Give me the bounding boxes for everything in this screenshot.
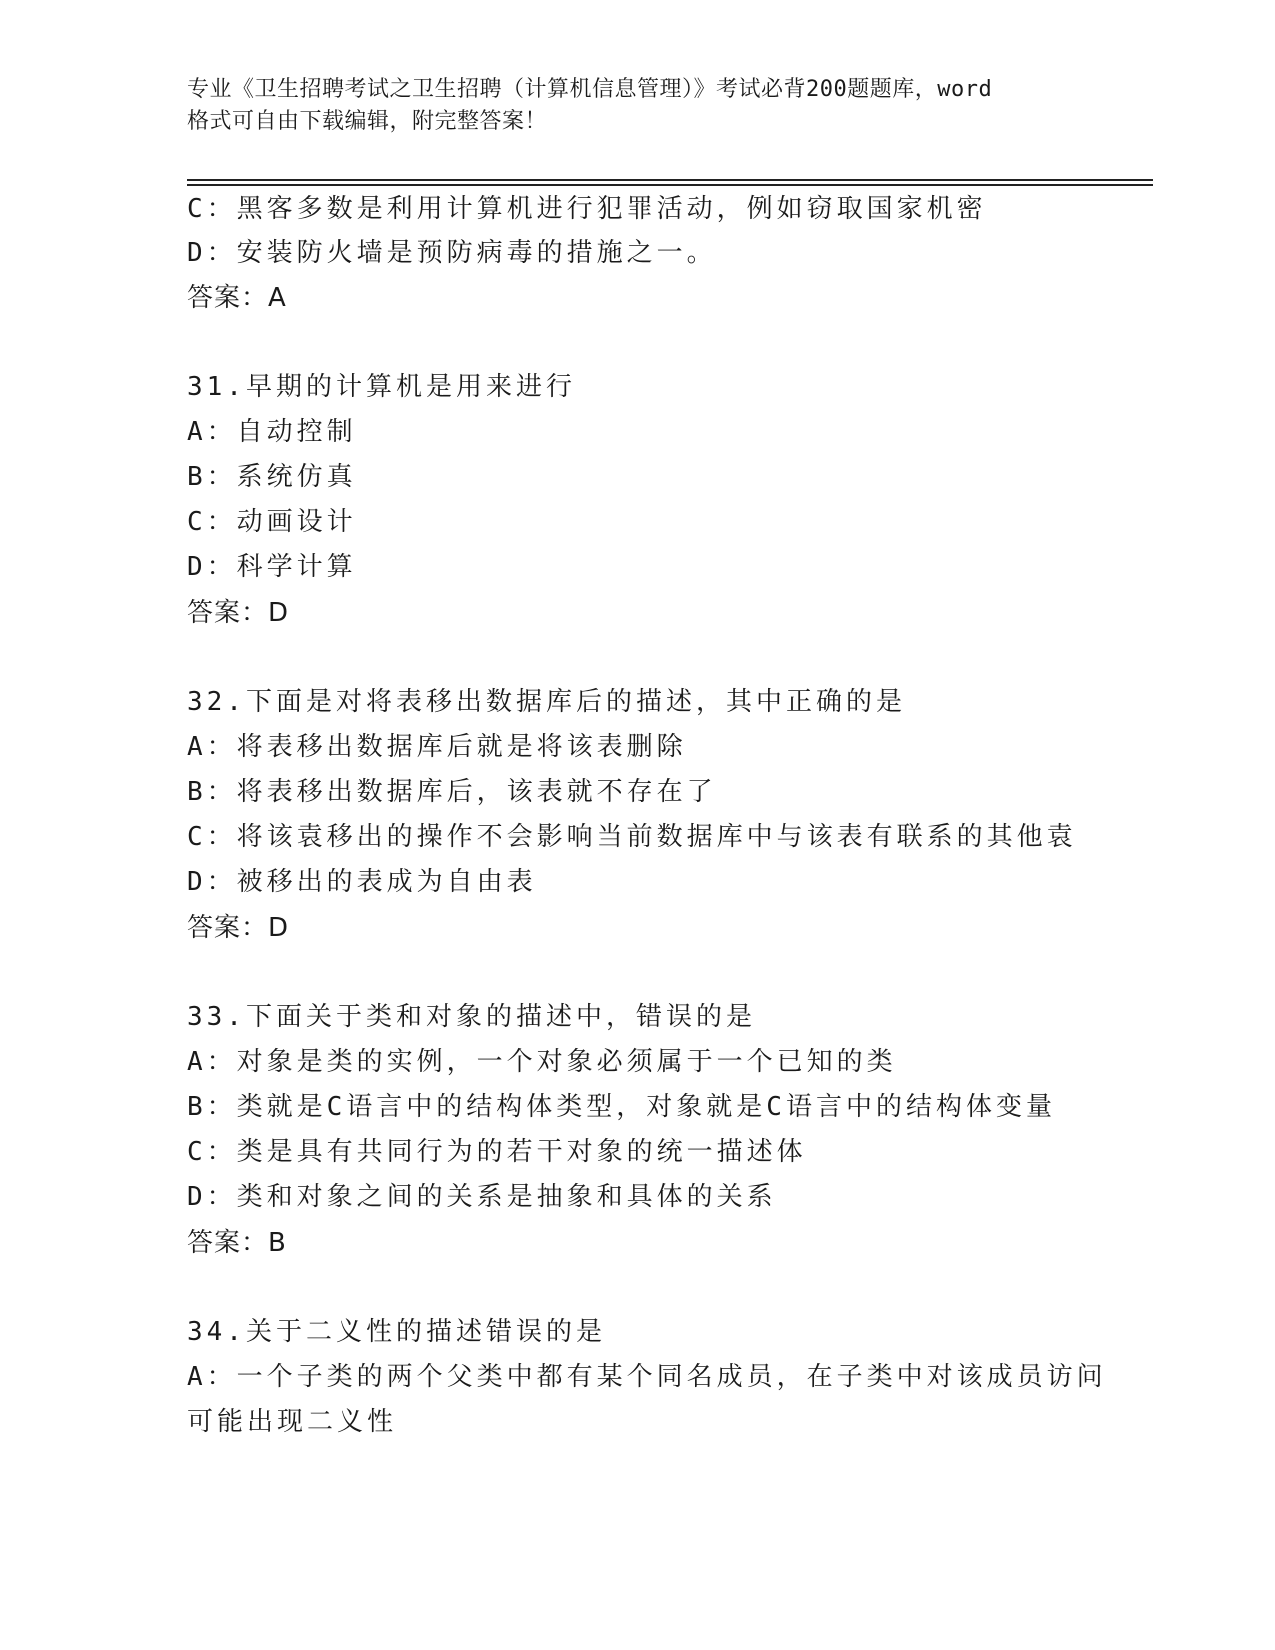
q32-option-d: D：被移出的表成为自由表 [187,867,537,897]
prev-answer: 答案：A [187,283,287,313]
q31-option-c: C：动画设计 [187,507,357,537]
prev-option-c: C：黑客多数是利用计算机进行犯罪活动，例如窃取国家机密 [187,194,987,224]
q33-option-a: A：对象是类的实例，一个对象必须属于一个已知的类 [187,1047,897,1077]
q34-option-a-line-1: A：一个子类的两个父类中都有某个同名成员，在子类中对该成员访问 [187,1362,1107,1392]
header-line-1: 专业《卫生招聘考试之卫生招聘（计算机信息管理）》考试必背200题题库，word [187,77,993,102]
header-line-2: 格式可自由下载编辑，附完整答案！ [187,109,548,134]
q31-option-a: A：自动控制 [187,417,357,447]
header-divider-bottom [187,184,1153,186]
q32-question: 32.下面是对将表移出数据库后的描述，其中正确的是 [187,687,906,717]
q33-option-d: D：类和对象之间的关系是抽象和具体的关系 [187,1182,777,1212]
document-header [187,74,1087,138]
q31-option-b: B：系统仿真 [187,462,357,492]
q31-question: 31.早期的计算机是用来进行 [187,372,576,402]
q34-question: 34.关于二义性的描述错误的是 [187,1317,606,1347]
prev-option-d: D：安装防火墙是预防病毒的措施之一。 [187,238,717,268]
q33-answer: 答案：B [187,1228,287,1258]
q32-option-c: C：将该袁移出的操作不会影响当前数据库中与该表有联系的其他袁 [187,822,1077,852]
q34-option-a-line-2: 可能出现二义性 [187,1407,398,1437]
q33-option-c: C：类是具有共同行为的若干对象的统一描述体 [187,1137,807,1167]
q32-option-b: B：将表移出数据库后，该表就不存在了 [187,777,717,807]
q31-answer: 答案：D [187,598,290,628]
q33-question: 33.下面关于类和对象的描述中，错误的是 [187,1002,756,1032]
q31-option-d: D：科学计算 [187,552,357,582]
q32-option-a: A：将表移出数据库后就是将该表删除 [187,732,687,762]
header-divider-top [187,179,1153,181]
q33-option-b: B：类就是C语言中的结构体类型，对象就是C语言中的结构体变量 [187,1092,1056,1122]
q32-answer: 答案：D [187,913,290,943]
